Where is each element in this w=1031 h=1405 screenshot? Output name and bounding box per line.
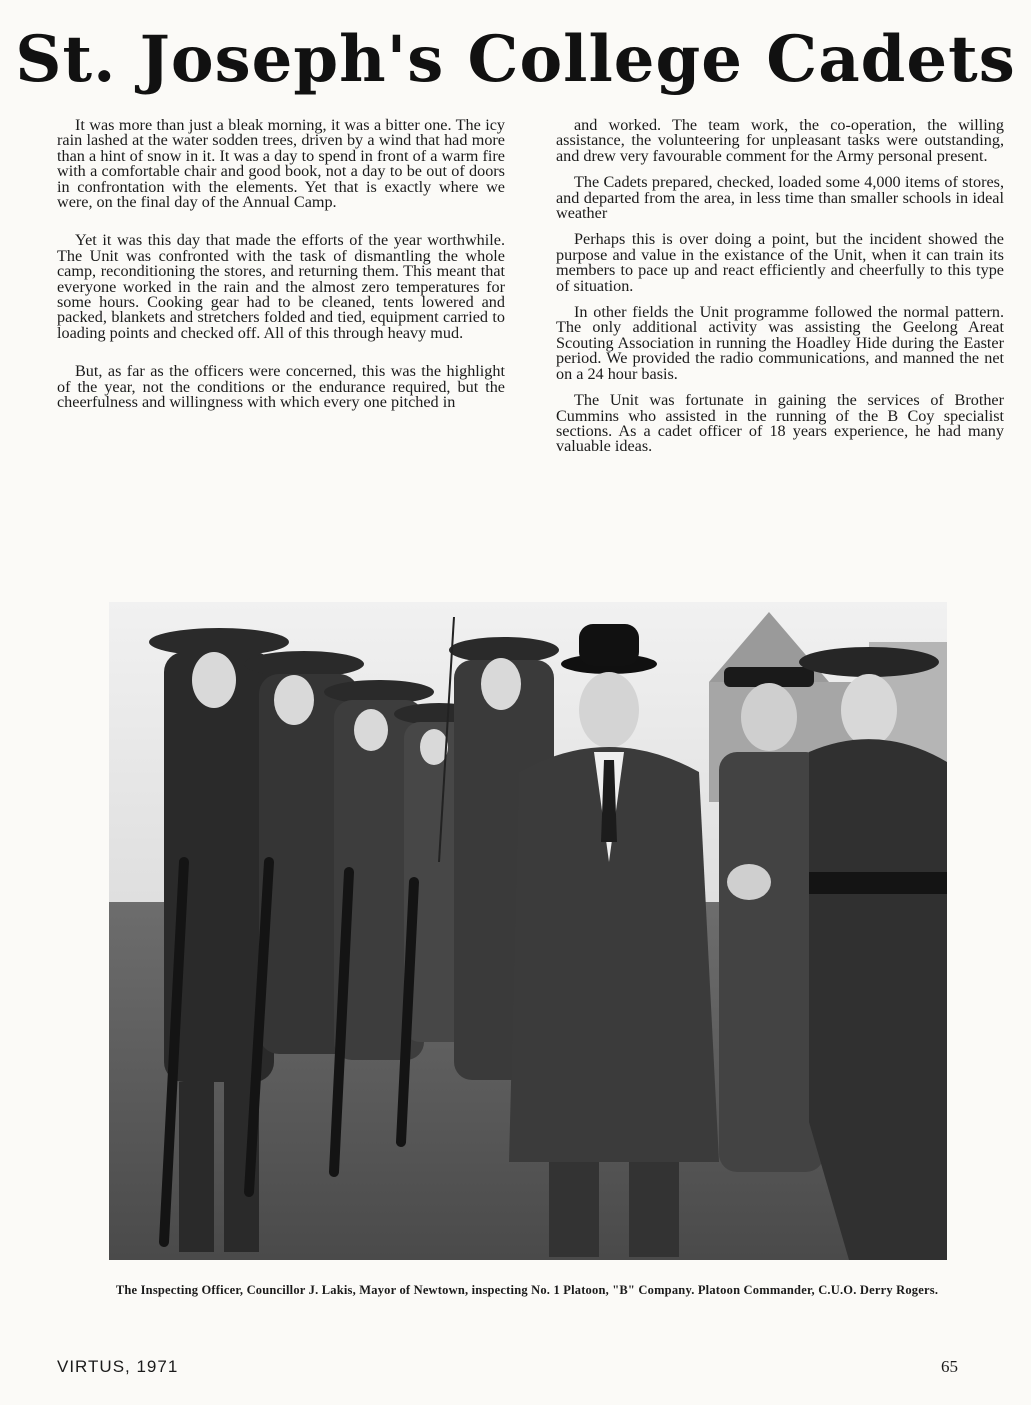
page-title: St. Joseph's College Cadets: [15, 22, 1016, 97]
paragraph: It was more than just a bleak morning, it was a bitter one. The icy rain lashed at the water sodden trees, driven by a wind that had more than a hint of snow in it. It was a day to spend in front of a warm fire with a comfortable chair and good book, not a day to be out of doors in confrontation with the elements. Yet that is exactly where we were, on the final day of the Annual Camp.: [57, 116, 505, 212]
paragraph: In other fields the Unit programme followed the normal pattern. The only additional activity was assisting the Geelong Areat Scouting Association in running the Hoadley Hide during the Easter period. We provided the radio communications, and manned the net on a 24 hour basis.: [556, 303, 1004, 383]
inspection-photo: [109, 602, 947, 1260]
paragraph: The Unit was fortunate in gaining the services of Brother Cummins who assisted in the running of the B Coy specialist sections. As a cadet officer of 18 years experience, he had many valuable ideas.: [556, 391, 1004, 456]
photo-caption: The Inspecting Officer, Councillor J. Lakis, Mayor of Newtown, inspecting No. 1 Platoon, "B" Company. Platoon Commander, C.U.O. Derry Rogers.: [115, 1283, 939, 1297]
paragraph: Perhaps this is over doing a point, but the incident showed the purpose and value in the existance of the Unit, when it can train its members to pace up and react efficiently and cheerfully to this type of situation.: [556, 230, 1004, 295]
paragraph: But, as far as the officers were concerned, this was the highlight of the year, not the conditions or the endurance required, but the cheerfulness and willingness with which every one pitched in: [57, 362, 505, 412]
article-left-column: [57, 118, 505, 411]
paragraph: and worked. The team work, the co-operation, the willing assistance, the volunteering for unpleasant tasks were outstanding, and drew very favourable comment for the Army personal present.: [556, 116, 1004, 165]
page-number: 65: [941, 1357, 958, 1376]
publication-name: VIRTUS, 1971: [57, 1357, 179, 1376]
paragraph: Yet it was this day that made the efforts of the year worthwhile. The Unit was confronted with the task of dismantling the whole camp, reconditioning the stores, and returning them. This meant that everyone worked in the rain and the almost zero temperatures for some hours. Cooking gear had to be cleaned, tents lowered and packed, blankets and stretchers folded and tied, equipment carried to loading points and checked off. All of this through heavy mud.: [57, 231, 505, 342]
article-right-column: [556, 118, 1004, 455]
paragraph: The Cadets prepared, checked, loaded some 4,000 items of stores, and departed from the area, in less time than smaller schools in ideal weather: [556, 173, 1004, 223]
